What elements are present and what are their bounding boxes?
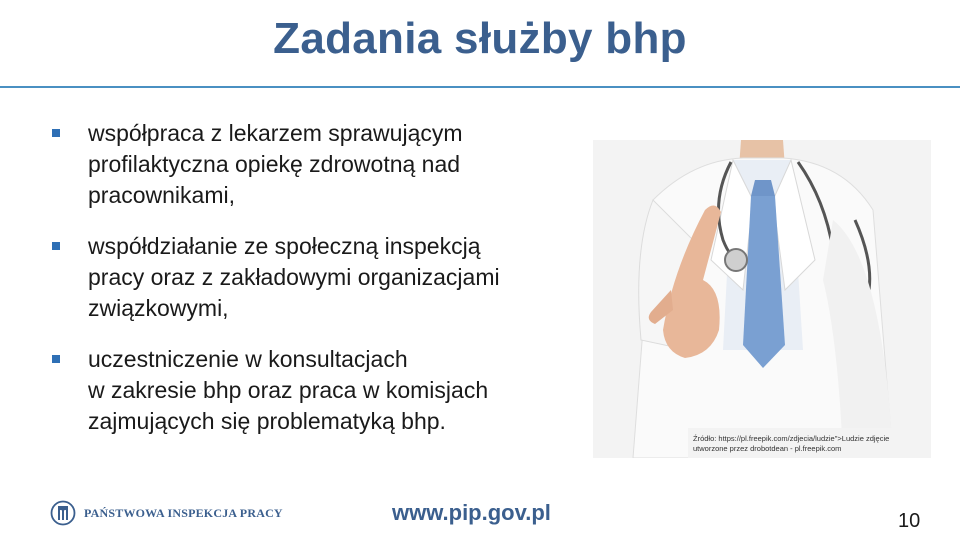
bullet-list	[52, 118, 582, 457]
image-source-caption	[693, 434, 929, 454]
slide-title: Zadania służby bhp	[273, 14, 687, 63]
bullet-line: pracownikami,	[88, 182, 235, 208]
square-bullet-icon	[52, 129, 60, 137]
bullet-item	[52, 118, 582, 211]
bullet-line: pracy oraz z zakładowymi organizacjami	[88, 264, 500, 290]
bullet-line: związkowymi,	[88, 295, 229, 321]
bullet-line: uczestniczenie w konsultacjach	[88, 346, 408, 372]
pip-logo	[50, 500, 283, 526]
footer-url-link[interactable]: www.pip.gov.pl	[392, 500, 551, 525]
page-number: 10	[898, 510, 921, 532]
bullet-line: współpraca z lekarzem sprawującym	[88, 120, 463, 146]
bullet-line: współdziałanie ze społeczną inspekcją	[88, 233, 481, 259]
logo-text: PAŃSTWOWA INSPEKCJA PRACY	[84, 505, 283, 520]
bullet-line: w zakresie bhp oraz praca w komisjach	[88, 377, 489, 403]
source-line: Źródło: https://pl.freepik.com/zdjecia/ludzie">Ludzie zdjęcie	[693, 434, 890, 443]
square-bullet-icon	[52, 355, 60, 363]
bullet-item	[52, 231, 582, 324]
doctor-illustration	[593, 140, 931, 458]
bullet-line: zajmujących się problematyką bhp.	[88, 408, 446, 434]
pip-emblem-icon	[50, 500, 76, 526]
bullet-line: profilaktyczna opiekę zdrowotną nad	[88, 151, 461, 177]
square-bullet-icon	[52, 242, 60, 250]
bullet-item	[52, 344, 582, 437]
source-line: utworzone przez drobotdean - pl.freepik.com	[693, 444, 842, 453]
title-divider	[0, 86, 960, 88]
doctor-handshake-photo	[593, 140, 931, 458]
